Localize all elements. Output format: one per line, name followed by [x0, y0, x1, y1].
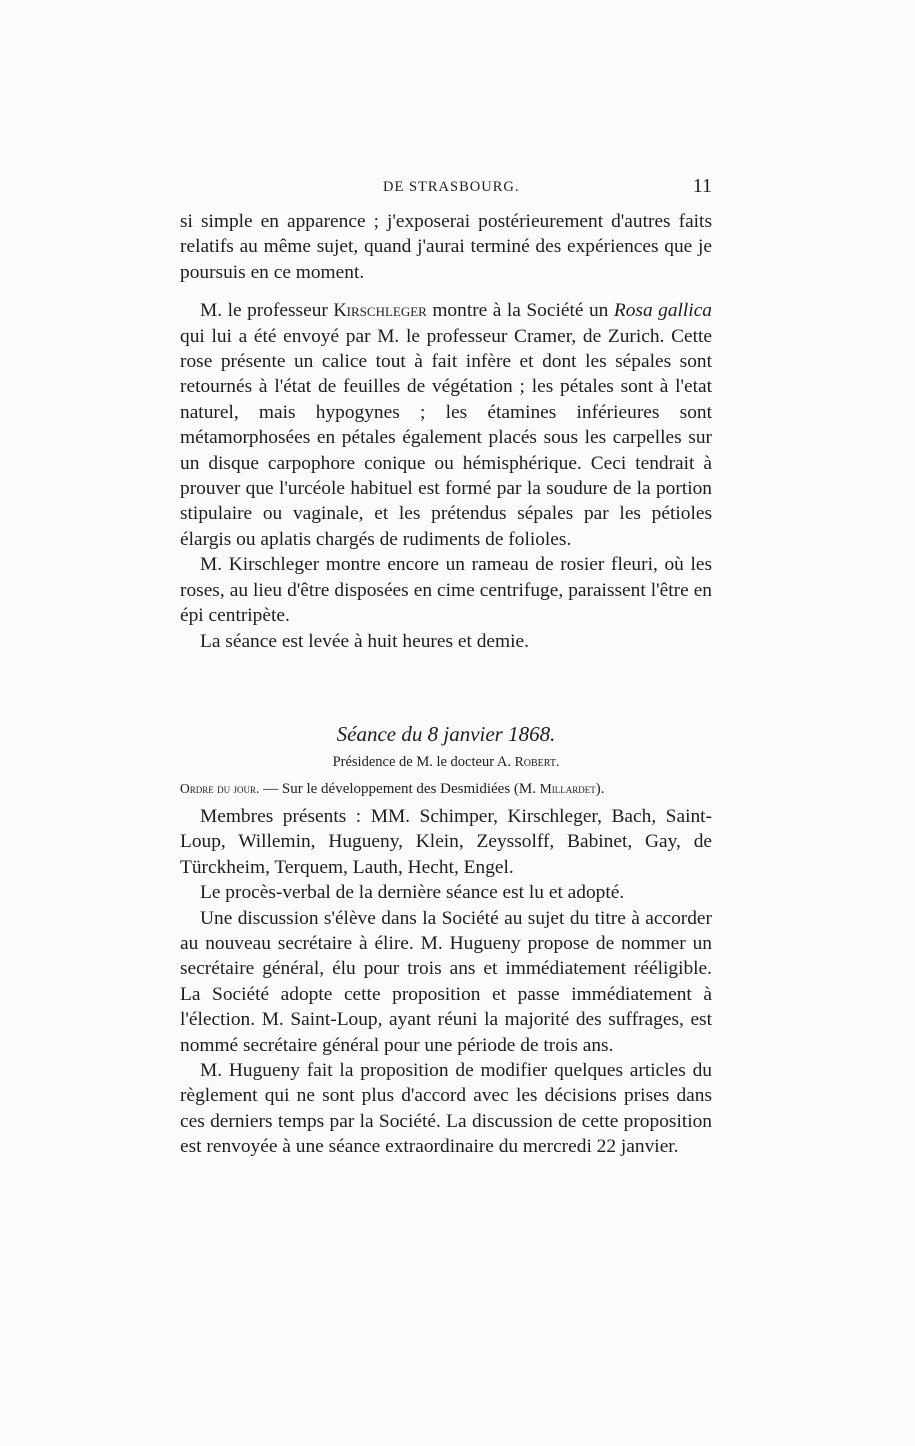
paragraph-rosa-gallica	[180, 298, 712, 552]
paragraph-reglement: M. Hugueny fait la proposition de modifier quelques articles du règlement qui ne sont plus d'accord avec les décisions prises dans ces derniers temps par la Société. La discussion de cette proposition est renvoyée à une séance extraordinaire du mercredi 22 janvier.	[180, 1060, 712, 1158]
paragraph-continuation: si simple en apparence ; j'exposerai postérieurement d'autres faits relatifs au même sujet, quand j'aurai terminé des expériences que je poursuis en ce moment.	[180, 211, 712, 283]
session-title: Séance du 8 janvier 1868.	[336, 722, 556, 746]
agenda-line	[180, 778, 712, 800]
person-name: Kirschleger	[333, 300, 427, 321]
session-body	[180, 804, 712, 1160]
agenda-label: Ordre du jour.	[180, 781, 260, 796]
page-number: 11	[692, 175, 712, 197]
running-title: DE STRASBOURG.	[383, 179, 520, 195]
paragraph-part: montre à la Société un	[426, 300, 614, 322]
agenda-speaker: Millardet	[539, 781, 596, 796]
paragraph-closing: La séance est levée à huit heures et demie.	[200, 630, 529, 652]
paragraph-members: Membres présents : MM. Schimper, Kirschleger, Bach, Saint-Loup, Willemin, Hugueny, Klein, Zeyssolff, Babinet, Gay, de Türckheim, Terquem, Lauth, Hecht, Engel.	[180, 806, 712, 878]
paragraph-part: qui lui a été envoyé par M. le professeur Cramer, de Zurich. Cette rose présente un calice tout à fait infère et dont les sépales sont retournés à l'état de feuilles de végétation ; les pétales sont à l'etat naturel, mais hypogynes ; les étamines inférieures sont métamorphosées en pétales également placés sous les carpelles sur un disque carpophore conique ou hémisphérique. Ceci tendrait à prouver que l'urcéole habituel est formé par la soudure de la portion stipulaire ou vaginale, et les prétendus sépales par les pétioles élargis ou aplatis chargés de rudiments de folioles.	[180, 325, 712, 550]
presidence-line	[180, 751, 712, 773]
paragraph-discussion: Une discussion s'élève dans la Société au sujet du titre à accorder au nouveau secrétaire à élire. M. Hugueny propose de nommer un secrétaire général, élu pour trois ans et immédiatement rééligible. La Société adopte cette proposition et passe immédiatement à l'élection. M. Saint-Loup, ayant réuni la majorité des suffrages, est nommé secrétaire général pour une période de trois ans.	[180, 907, 712, 1056]
species-name: Rosa gallica	[613, 300, 712, 322]
presidence-prefix: Présidence de M. le docteur A.	[332, 754, 515, 770]
president-name: Robert.	[514, 754, 560, 769]
agenda-end: ).	[595, 781, 605, 797]
paragraph-rameau: M. Kirschleger montre encore un rameau de rosier fleuri, où les roses, au lieu d'être disposées en cime centrifuge, paraissent l'être en épi centripète.	[180, 554, 712, 627]
agenda-text: — Sur le développement des Desmidiées (M.	[259, 781, 540, 797]
page-header	[180, 175, 712, 201]
body-text	[180, 209, 712, 654]
session-section	[180, 721, 712, 1160]
paragraph-minutes: Le procès-verbal de la dernière séance est lu et adopté.	[200, 882, 625, 904]
paragraph-part: M. le professeur	[200, 300, 334, 322]
